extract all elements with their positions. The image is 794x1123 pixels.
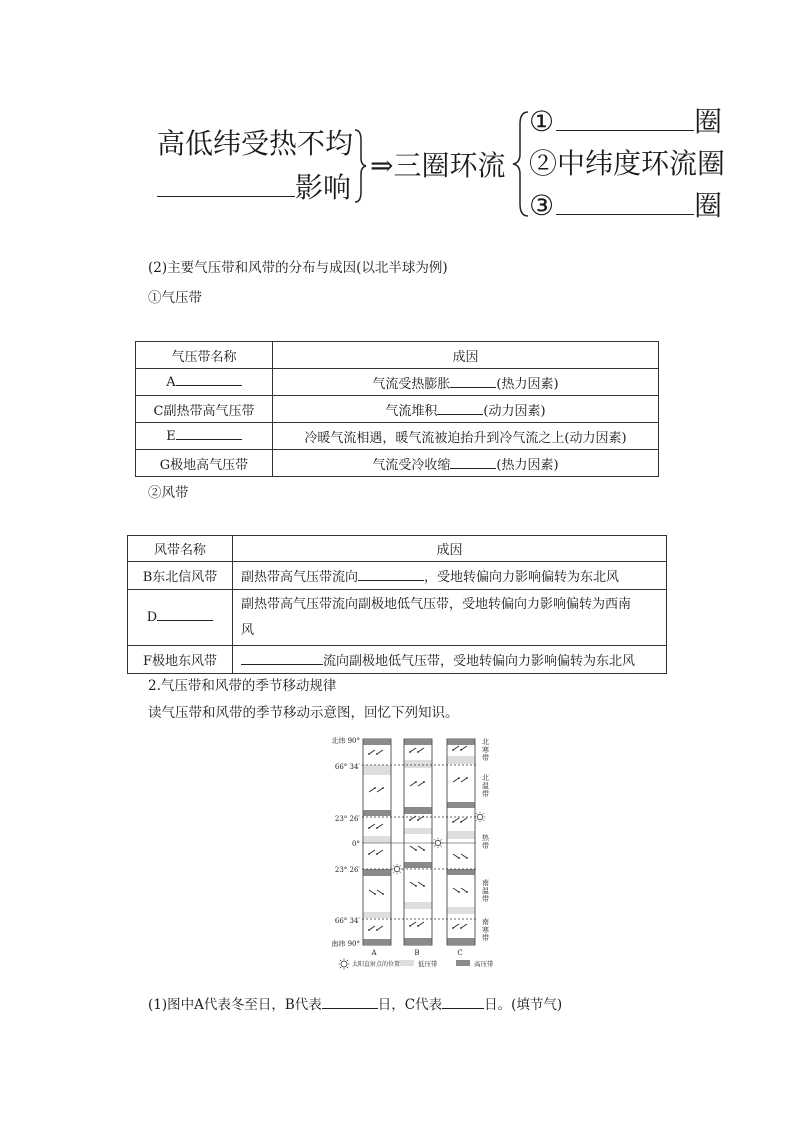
cause-text: 气流受热膨胀 <box>372 376 451 392</box>
header-cause: 成因 <box>273 342 659 369</box>
column-label-b: B <box>414 949 420 957</box>
cause-text: 副热带高气压带流向 <box>241 570 359 585</box>
high-pressure-belt <box>364 810 391 816</box>
lat-label-eq: 0° <box>352 840 360 848</box>
sun-icon <box>475 812 485 822</box>
zone-labels <box>482 737 490 942</box>
circulation-3 <box>529 188 722 224</box>
lat-label-s66: 66° 34′ <box>334 917 360 925</box>
answer-blank <box>450 468 496 469</box>
high-pressure-belt <box>405 862 432 868</box>
table-row <box>128 562 667 590</box>
name-cell <box>136 369 273 396</box>
answer-blank <box>322 1008 378 1009</box>
lat-label-n23: 23° 26′ <box>334 815 360 823</box>
answer-blank <box>556 214 694 215</box>
summary-middle <box>370 148 505 184</box>
zone-label-south-frigid: 南寒带 <box>482 918 489 942</box>
cause-text: 副热带高气压带流向副极地低气压带，受地转偏向力影响偏转为西南 <box>241 596 632 612</box>
pressure-table <box>135 341 659 477</box>
circ1-num: ① <box>529 105 555 138</box>
answer-blank <box>176 385 242 386</box>
question-1-pre: (1)图中A代表冬至日，B代表 <box>148 997 322 1013</box>
table-row <box>128 646 667 674</box>
name-cell <box>128 590 233 646</box>
lat-label-s23: 23° 26′ <box>334 866 360 874</box>
section2-title: (2)主要气压带和风带的分布与成因(以北半球为例) <box>148 260 448 276</box>
answer-blank <box>358 580 424 581</box>
high-pressure-belt <box>364 739 391 745</box>
season-column-3 <box>447 739 475 945</box>
circ1-suffix: 圈 <box>694 105 723 138</box>
cause-text: 流向副极地低气压带，受地转偏向力影响偏转为东北风 <box>323 654 636 669</box>
low-pressure-belt <box>448 907 475 914</box>
table-row <box>136 423 659 450</box>
header-name: 风带名称 <box>128 536 233 562</box>
answer-blank <box>437 414 483 415</box>
name-text: D <box>146 610 158 625</box>
cause-text: 气流受冷收缩 <box>372 457 451 473</box>
legend-high-swatch <box>456 960 470 966</box>
circulation-2: ②中纬度环流圈 <box>529 147 726 180</box>
high-pressure-belt <box>405 938 432 945</box>
question-1-post: 日。(填节气) <box>484 997 563 1013</box>
legend-sun-icon <box>339 959 350 970</box>
low-pressure-belt <box>364 912 391 918</box>
cause-cell <box>273 396 659 423</box>
season-shift-diagram <box>320 732 520 977</box>
zone-label-south-temperate: 南温带 <box>482 879 489 903</box>
high-pressure-belt <box>448 802 475 808</box>
high-pressure-belt <box>364 939 391 945</box>
zone-label-north-frigid: 北寒带 <box>482 738 489 762</box>
wind-table <box>127 535 667 674</box>
table-row <box>128 590 667 646</box>
cause-text: 气流堆积 <box>385 403 438 419</box>
name-cell: G极地高气压带 <box>136 450 273 477</box>
table-header-row <box>136 342 659 369</box>
name-cell: B东北信风带 <box>128 562 233 590</box>
cause-note: ，受地转偏向力影响偏转为东北风 <box>424 570 620 585</box>
cause-cell <box>233 646 667 674</box>
season-column-2 <box>404 739 432 945</box>
right-brace <box>353 128 367 204</box>
name-cell <box>136 423 273 450</box>
cause-cell <box>233 590 667 646</box>
table-row <box>136 450 659 477</box>
wind-heading: ②风带 <box>148 485 189 501</box>
name-text: A <box>166 374 176 390</box>
column-label-a: A <box>371 949 377 957</box>
circulation-1 <box>529 104 722 140</box>
cause-cell <box>273 450 659 477</box>
low-pressure-belt <box>448 756 475 764</box>
high-pressure-belt <box>448 938 475 945</box>
low-pressure-belt <box>364 836 391 843</box>
answer-blank <box>450 387 496 388</box>
left-brace <box>510 110 530 218</box>
column-label-c: C <box>457 949 463 957</box>
high-pressure-belt <box>448 869 475 875</box>
header-name: 气压带名称 <box>136 342 273 369</box>
question-1 <box>148 995 562 1015</box>
pressure-heading: ①气压带 <box>148 290 202 306</box>
circ3-suffix: 圈 <box>694 189 723 222</box>
cause-cell <box>233 562 667 590</box>
arrow-icon: ⇒ <box>370 149 394 182</box>
table-header-row <box>128 536 667 562</box>
name-cell: C副热带高气压带 <box>136 396 273 423</box>
section3-title: 2.气压带和风带的季节移动规律 <box>148 678 337 694</box>
low-pressure-belt <box>405 828 432 834</box>
low-pressure-belt <box>364 765 391 775</box>
summary-line1: 高低纬受热不均 <box>157 127 354 160</box>
low-pressure-belt <box>405 760 432 768</box>
season-columns <box>363 739 475 945</box>
high-pressure-belt <box>405 739 432 745</box>
summary-line2-suffix: 影响 <box>295 171 352 204</box>
lat-label-s90: 南纬 90° <box>331 940 360 948</box>
header-cause: 成因 <box>233 536 667 562</box>
section3-intro: 读气压带和风带的季节移动示意图，回忆下列知识。 <box>148 705 459 721</box>
legend-low-swatch <box>400 960 414 966</box>
low-pressure-belt <box>448 831 475 839</box>
zone-label-north-temperate: 北温带 <box>482 774 489 798</box>
high-pressure-belt <box>405 807 432 814</box>
answer-blank <box>556 130 694 131</box>
high-pressure-belt <box>364 869 391 876</box>
answer-blank <box>442 1008 484 1009</box>
cause-cell: 冷暖气流相遇，暖气流被迫抬升到冷气流之上(动力因素) <box>273 423 659 450</box>
legend <box>339 959 495 970</box>
low-pressure-belt <box>405 902 432 909</box>
cause-cell <box>273 369 659 396</box>
zone-label-tropics: 热带 <box>482 834 489 850</box>
answer-blank <box>241 664 323 665</box>
three-circulation: 三圈环流 <box>393 149 506 182</box>
cause-text-cont: 风 <box>241 622 255 638</box>
table-row <box>136 369 659 396</box>
lat-label-n66: 66° 34′ <box>334 763 360 771</box>
answer-blank <box>157 196 295 197</box>
question-1-mid: 日，C代表 <box>377 997 443 1013</box>
table-row <box>136 396 659 423</box>
circ3-num: ③ <box>529 189 555 222</box>
sun-icon <box>392 864 402 874</box>
legend-high-label: 高压带 <box>474 960 494 968</box>
sun-icon <box>433 838 443 848</box>
summary-line2 <box>157 170 351 206</box>
answer-blank <box>157 620 213 621</box>
cause-note: (热力因素) <box>496 457 559 473</box>
cause-note: (动力因素) <box>483 403 546 419</box>
name-text: E <box>166 428 176 444</box>
cause-note: (热力因素) <box>496 376 559 392</box>
high-pressure-belt <box>448 739 475 745</box>
name-cell: F极地东风带 <box>128 646 233 674</box>
lat-label-n90: 北纬 90° <box>331 737 360 745</box>
answer-blank <box>176 439 242 440</box>
legend-low-label: 低压带 <box>418 960 438 968</box>
legend-sun-label: 太阳直射点的位置 <box>352 961 401 968</box>
